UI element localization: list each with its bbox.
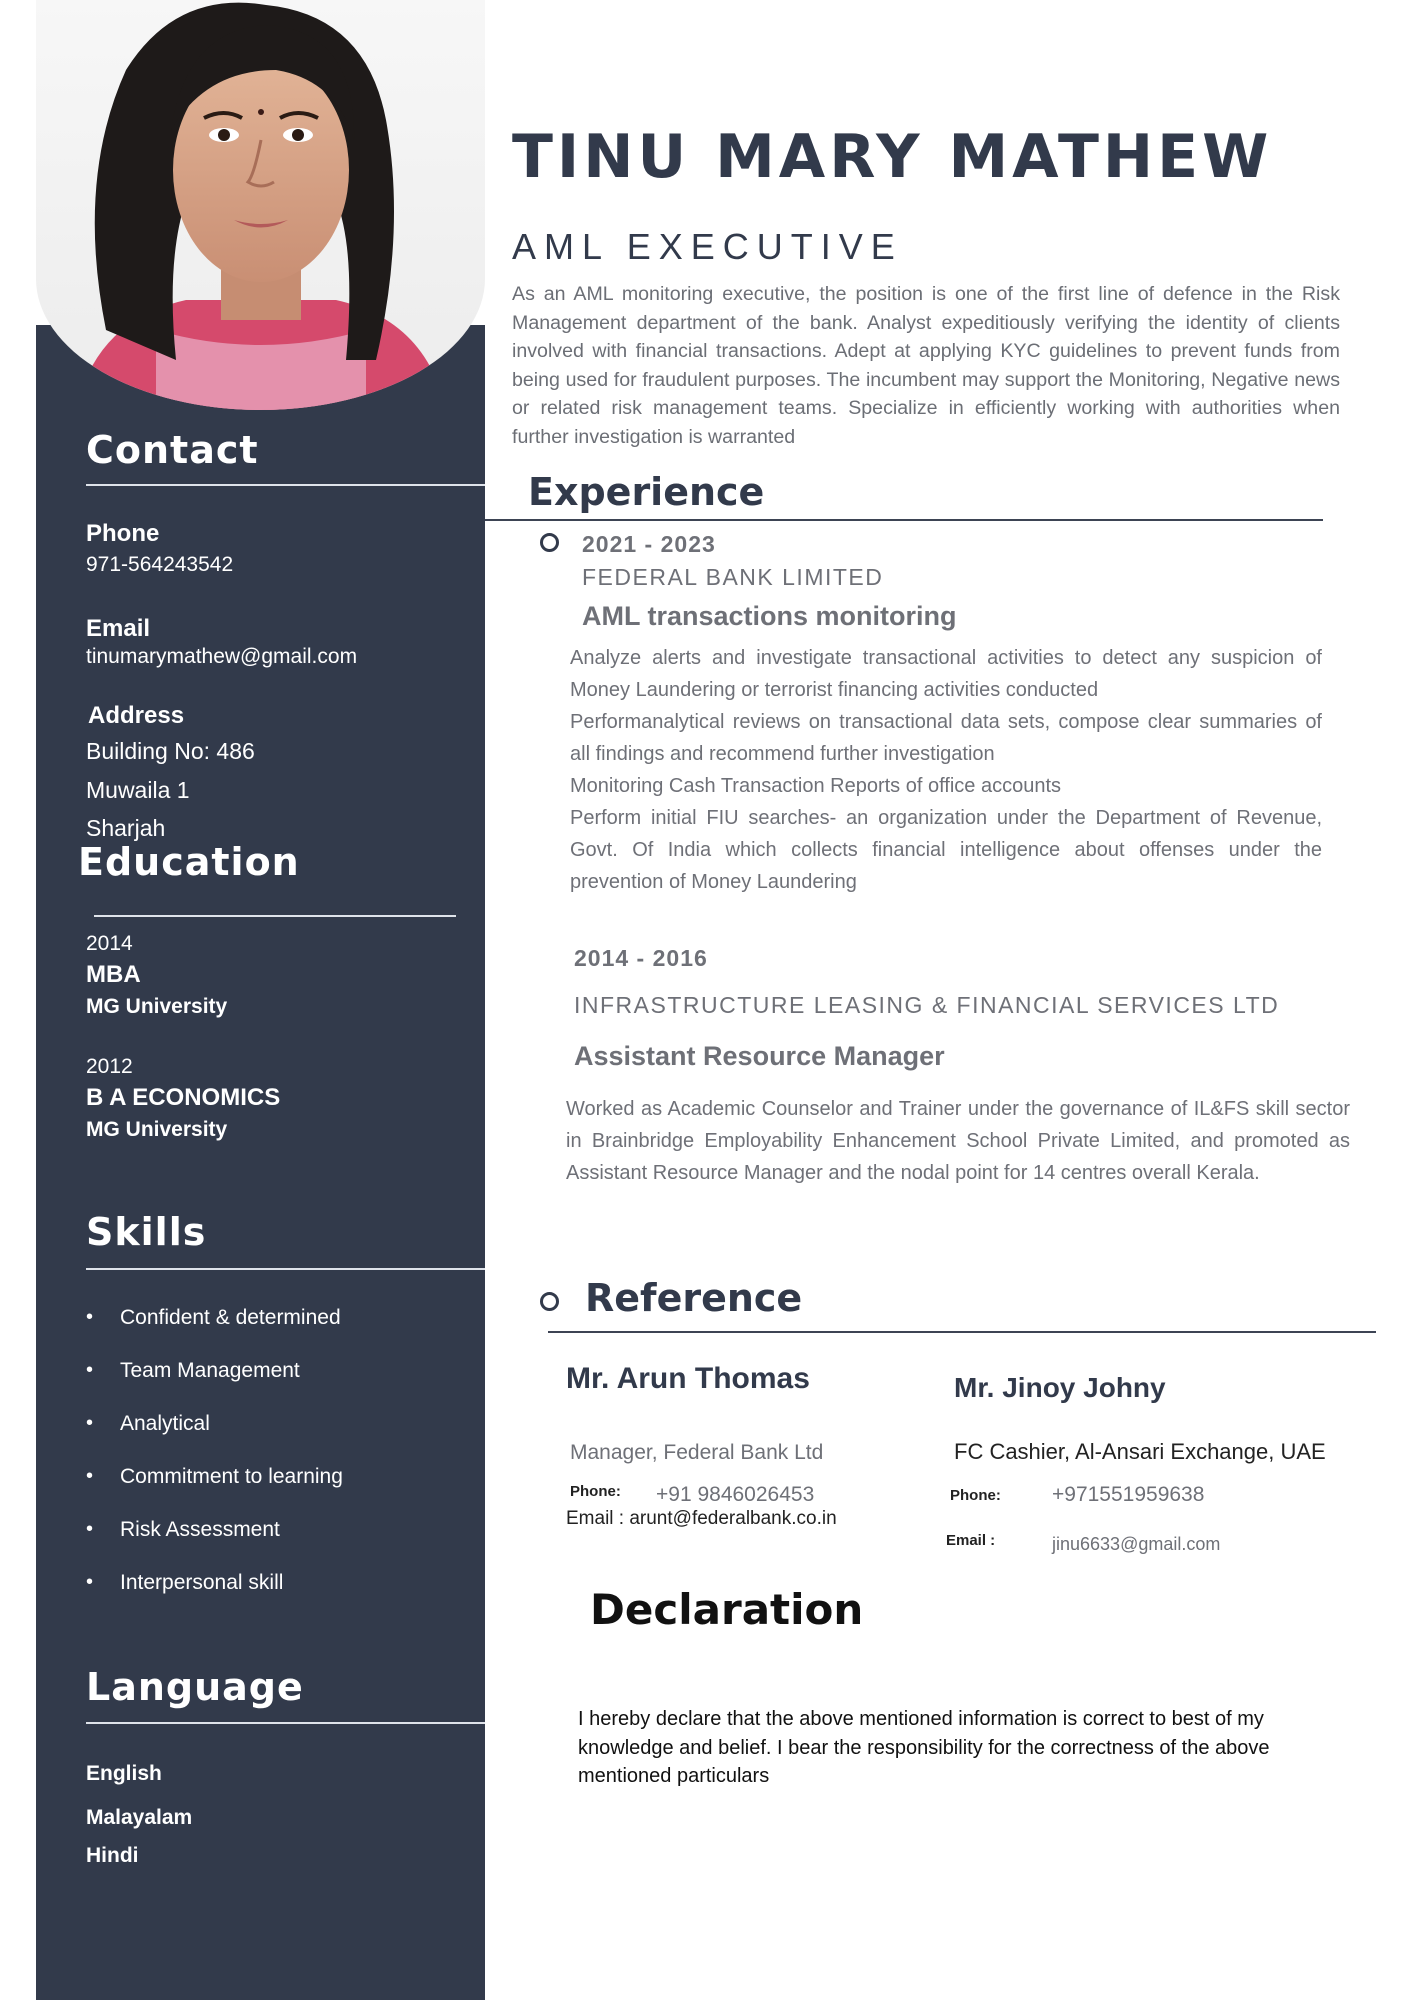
reference-position: FC Cashier, Al-Ansari Exchange, UAE (954, 1439, 1326, 1464)
education-school: MG University (86, 1118, 228, 1141)
education-heading: Education (78, 840, 300, 884)
skill-item: • Analytical (120, 1412, 210, 1436)
reference-email-label: Email : (946, 1532, 996, 1549)
job-years: 2021 - 2023 (582, 531, 716, 557)
education-degree: MBA (86, 961, 141, 988)
contact-heading: Contact (86, 428, 259, 472)
education-degree: B A ECONOMICS (86, 1084, 281, 1111)
skill-item: • Commitment to learning (120, 1465, 343, 1489)
language-item: Hindi (86, 1844, 139, 1867)
reference-phone: +91 9846026453 (656, 1483, 815, 1506)
language-divider (86, 1722, 485, 1724)
job-duty: Monitoring Cash Transaction Reports of office accounts (570, 775, 1061, 797)
reference-phone-label: Phone: (950, 1487, 1001, 1504)
job-duties (570, 642, 1322, 898)
skill-item: • Team Management (120, 1359, 300, 1383)
job-years: 2014 - 2016 (574, 945, 708, 971)
reference-name: Mr. Jinoy Johny (954, 1372, 1166, 1403)
education-year: 2014 (86, 932, 133, 955)
reference-position: Manager, Federal Bank Ltd (570, 1441, 824, 1464)
reference-divider (548, 1331, 1376, 1333)
skill-item: • Confident & determined (120, 1306, 341, 1330)
language-item: Malayalam (86, 1806, 193, 1829)
phone-label: Phone (86, 520, 160, 547)
reference-phone-label: Phone: (570, 1483, 621, 1500)
address-line: Muwaila 1 (86, 777, 190, 803)
job-duties (566, 1093, 1350, 1189)
reference-heading: Reference (585, 1276, 803, 1320)
skill-item: • Risk Assessment (120, 1518, 280, 1542)
job-duty: Performanalytical reviews on transactional data sets, compose clear summaries of all findings and recommend further investigation (570, 711, 1322, 765)
contact-divider (86, 484, 485, 486)
reference-name: Mr. Arun Thomas (566, 1362, 810, 1395)
language-item: English (86, 1762, 162, 1785)
job-role: AML EXECUTIVE (512, 226, 903, 267)
reference-phone: +971551959638 (1052, 1483, 1205, 1506)
address-line: Sharjah (86, 815, 166, 841)
profile-photo (36, 0, 485, 410)
timeline-circle-icon (540, 533, 559, 552)
address-line: Building No: 486 (86, 738, 255, 764)
education-year: 2012 (86, 1055, 133, 1078)
declaration-heading: Declaration (590, 1585, 864, 1634)
profile-portrait-illustration (36, 0, 485, 410)
experience-heading: Experience (528, 470, 765, 514)
job-company: FEDERAL BANK LIMITED (582, 564, 884, 590)
experience-divider (485, 519, 1323, 521)
timeline-circle-icon (540, 1292, 559, 1311)
job-duty: Worked as Academic Counselor and Trainer under the governance of IL&FS skill sector in Brainbridge Employability Enhancement School Private Limited, and promoted as Assistant Resource Manager and the nodal point for 14 centres overall Kerala. (566, 1098, 1350, 1184)
job-title: Assistant Resource Manager (574, 1041, 945, 1071)
job-duty: Perform initial FIU searches- an organization under the Department of Revenue, Govt. Of India which collects financial intelligence about offenses under the prevention of Money Laundering (570, 807, 1322, 893)
address-label: Address (88, 702, 185, 729)
skills-heading: Skills (86, 1210, 207, 1254)
reference-email: Email : arunt@federalbank.co.in (566, 1508, 837, 1529)
email-value: tinumarymathew@gmail.com (86, 645, 358, 668)
job-company: INFRASTRUCTURE LEASING & FINANCIAL SERVICES LTD (574, 992, 1280, 1018)
reference-email: jinu6633@gmail.com (1052, 1534, 1221, 1554)
email-label: Email (86, 615, 151, 642)
job-title: AML transactions monitoring (582, 601, 957, 631)
education-school: MG University (86, 995, 228, 1018)
skills-divider (86, 1268, 485, 1270)
phone-value: 971-564243542 (86, 553, 234, 576)
profile-summary: As an AML monitoring executive, the position is one of the first line of defence in the Risk Management department of the bank. Analyst expeditiously verifying the identity of clients involved with financial transactions. Adept at applying KYC guidelines to prevent funds from being used for fraudulent purposes. The incumbent may support the Monitoring, Negative news or related risk management teams. Specialize in efficiently working with authorities when further investigation is warranted (512, 283, 1340, 448)
skill-item: • Interpersonal skill (120, 1571, 283, 1595)
declaration-text: I hereby declare that the above mentioned information is correct to best of my knowledge and belief. I bear the responsibility for the correctness of the above mentioned particulars (578, 1708, 1270, 1787)
job-duty: Analyze alerts and investigate transactional activities to detect any suspicion of Money Laundering or terrorist financing activities conducted (570, 647, 1322, 701)
language-heading: Language (86, 1665, 304, 1709)
candidate-name: TINU MARY MATHEW (512, 122, 1273, 192)
education-divider (94, 915, 456, 917)
